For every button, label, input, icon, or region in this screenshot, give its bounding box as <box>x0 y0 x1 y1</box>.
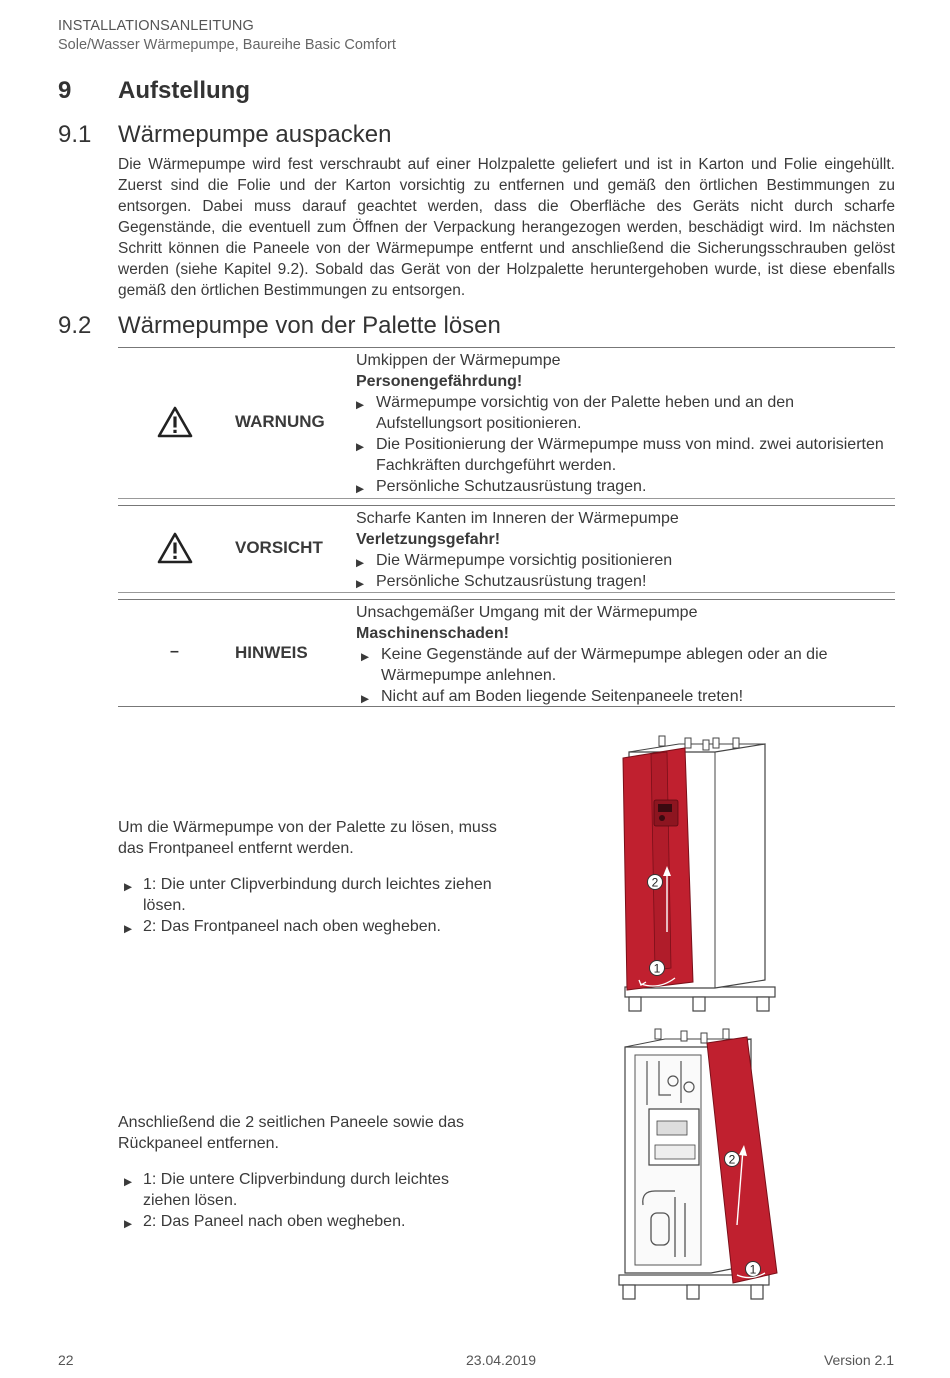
document-type: INSTALLATIONSANLEITUNG <box>58 18 254 34</box>
heat-pump-front-panel-figure <box>615 732 785 1022</box>
instruction-intro: Um die Wärmepumpe von der Palette zu lösen, muss das Frontpaneel entfernt werden. <box>118 819 497 857</box>
document-date: 23.04.2019 <box>466 1352 537 1368</box>
hazard-consequence: Verletzungsgefahr! <box>356 531 501 548</box>
hazard-cause: Scharfe Kanten im Inneren der Wärmepumpe <box>356 510 679 527</box>
signal-word-warning: WARNUNG <box>235 412 325 431</box>
section-number: 9 <box>58 77 72 104</box>
document-subtitle: Sole/Wasser Wärmepumpe, Baureihe Basic Comfort <box>58 37 396 53</box>
unpacking-paragraph: Die Wärmepumpe wird fest verschraubt auf einer Holzpalette geliefert und ist in Karton und Folie eingehüllt. Zuerst sind die Folie und der Karton vorsichtig zu entfernen und gemäß den örtlichen Bestimmungen zu entsorgen. Dabei muss darauf geachtet werden, dass die Oberfläche des Geräts nicht durch scharfe Gegenstände, die eventuell zum Öffnen der Verpackung herangezogen werden, beschädigt wird. Im nächsten Schritt können die Paneele von der Wärmepumpe entfernt und anschließend die Sicherungsschrauben gelöst werden (siehe Kapitel 9.2). Sobald das Gerät von der Holzpalette heruntergehoben wurde, ist diese ebenfalls gemäß den örtlichen Bestimmungen zu entsorgen. <box>118 156 895 299</box>
subsection-title-9-1: Wärmepumpe auspacken <box>118 121 392 148</box>
instruction-step: ▶ 2: Das Paneel nach oben wegheben. <box>118 1211 498 1232</box>
warning-triangle-icon <box>157 406 193 438</box>
front-panel-instructions <box>118 817 498 937</box>
heat-pump-side-panel-figure <box>615 1025 785 1315</box>
instruction-step: ▶ 2: Das Frontpaneel nach oben wegheben. <box>118 916 498 937</box>
hazard-consequence: Personengefährdung! <box>356 373 523 390</box>
caution-triangle-icon <box>157 532 193 564</box>
measure-item: ▶ Die Positionierung der Wärmepumpe muss von mind. zwei autorisierten Fachkräften durchgeführt werden. <box>356 434 896 476</box>
subsection-title-9-2: Wärmepumpe von der Palette lösen <box>118 312 501 339</box>
figure-marker-1: 1 <box>653 961 661 976</box>
measure-item: ▶ Wärmepumpe vorsichtig von der Palette heben und an den Aufstellungsort positionieren. <box>356 392 896 434</box>
measure-item: ▶ Persönliche Schutzausrüstung tragen! <box>356 571 896 592</box>
measure-item: ▶ Nicht auf am Boden liegende Seitenpaneele treten! <box>356 686 896 707</box>
hazard-consequence: Maschinenschaden! <box>356 625 509 642</box>
table-rule <box>118 599 895 600</box>
table-rule <box>118 505 895 506</box>
instruction-step: ▶ 1: Die unter Clipverbindung durch leichtes ziehen lösen. <box>118 874 498 916</box>
table-rule-top <box>118 347 895 348</box>
figure-marker-2: 2 <box>728 1152 736 1167</box>
notice-block <box>356 602 896 707</box>
instruction-step: ▶ 1: Die untere Clipverbindung durch leichtes ziehen lösen. <box>118 1169 498 1211</box>
subsection-number-9-2: 9.2 <box>58 312 92 339</box>
hazard-cause: Unsachgemäßer Umgang mit der Wärmepumpe <box>356 604 698 621</box>
warning-block <box>356 350 896 497</box>
section-title: Aufstellung <box>118 77 250 104</box>
side-panel-instructions <box>118 1112 498 1232</box>
caution-block <box>356 508 896 592</box>
instruction-intro: Anschließend die 2 seitlichen Paneele sowie das Rückpaneel entfernen. <box>118 1114 464 1152</box>
measure-item: ▶ Persönliche Schutzausrüstung tragen. <box>356 476 896 497</box>
page-number: 22 <box>58 1352 74 1368</box>
table-rule <box>118 592 895 593</box>
figure-marker-2: 2 <box>651 875 659 890</box>
table-rule <box>118 498 895 499</box>
subsection-number-9-1: 9.1 <box>58 121 92 148</box>
hazard-cause: Umkippen der Wärmepumpe <box>356 352 561 369</box>
figure-marker-1: 1 <box>749 1262 757 1277</box>
notice-dash: – <box>170 643 179 660</box>
signal-word-notice: HINWEIS <box>235 643 308 662</box>
measure-item: ▶ Keine Gegenstände auf der Wärmepumpe ablegen oder an die Wärmepumpe anlehnen. <box>356 644 896 686</box>
document-version: Version 2.1 <box>823 1352 894 1368</box>
signal-word-caution: VORSICHT <box>235 538 323 557</box>
measure-item: ▶ Die Wärmepumpe vorsichtig positionieren <box>356 550 896 571</box>
